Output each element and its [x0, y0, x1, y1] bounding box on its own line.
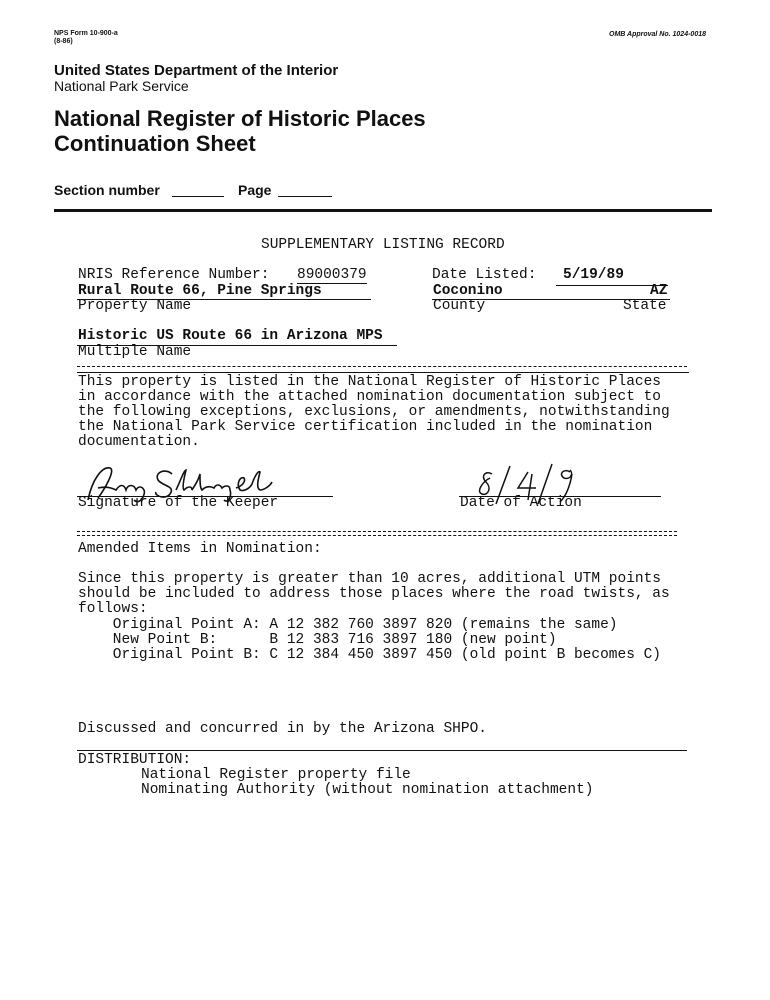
double-separator	[77, 531, 677, 536]
amended-line-4: Original Point A: A 12 382 760 3897 820 (remains the same)	[78, 617, 618, 633]
amended-heading: Amended Items in Nomination:	[78, 541, 322, 557]
section-number-blank	[172, 196, 224, 197]
distribution-item-1: National Register property file	[141, 767, 411, 783]
section-number-label: Section number	[54, 182, 160, 198]
amended-line-2: should be included to address those places where the road twists, as	[78, 586, 670, 602]
date-listed-value: 5/19/89	[563, 267, 624, 283]
amended-line-1: Since this property is greater than 10 acres, additional UTM points	[78, 571, 661, 587]
multiple-name-value: Historic US Route 66 in Arizona MPS	[78, 328, 383, 344]
form-number-line2: (8-86)	[54, 38, 73, 45]
page-subtitle: Continuation Sheet	[54, 131, 256, 156]
date-listed-label: Date Listed:	[432, 267, 537, 283]
body-line-5: documentation.	[78, 434, 200, 450]
date-of-action-handwritten	[470, 470, 474, 471]
state-label: State	[623, 298, 667, 314]
header-rule	[54, 209, 712, 212]
property-name-value: Rural Route 66, Pine Springs	[78, 283, 322, 299]
distribution-rule	[77, 750, 687, 751]
property-name-label: Property Name	[78, 298, 192, 314]
page-title: National Register of Historic Places	[54, 106, 426, 131]
distribution-label: DISTRIBUTION:	[78, 752, 192, 768]
body-line-1: This property is listed in the National Register of Historic Places	[78, 374, 661, 390]
solid-separator-1	[77, 372, 689, 373]
nris-value: 89000379	[297, 267, 367, 283]
multiple-name-label: Multiple Name	[78, 344, 192, 360]
body-line-2: in accordance with the attached nomination documentation subject to	[78, 389, 661, 405]
page-blank	[278, 196, 332, 197]
service-name: National Park Service	[54, 78, 189, 94]
signature-label: Signature of the Keeper	[78, 495, 279, 511]
amended-line-3: follows:	[78, 601, 148, 617]
form-number-line1: NPS Form 10-900-a	[54, 30, 118, 37]
amended-line-6: Original Point B: C 12 384 450 3897 450 (old point B becomes C)	[78, 647, 661, 663]
agency-name: United States Department of the Interior	[54, 62, 339, 79]
form-number	[54, 30, 118, 46]
county-label: County	[433, 298, 486, 314]
omb-approval: OMB Approval No. 1024-0018	[609, 31, 706, 38]
nris-label: NRIS Reference Number:	[78, 267, 270, 283]
county-value: Coconino	[433, 283, 503, 299]
dashed-separator-1	[77, 366, 687, 367]
distribution-item-2: Nominating Authority (without nomination attachment)	[141, 782, 594, 798]
state-value: AZ	[650, 283, 668, 299]
amended-line-5: New Point B: B 12 383 716 3897 180 (new point)	[78, 632, 557, 648]
date-of-action-label: Date of Action	[460, 495, 582, 511]
record-heading: SUPPLEMENTARY LISTING RECORD	[261, 237, 505, 253]
body-line-4: the National Park Service certification included in the nomination	[78, 419, 653, 435]
body-line-3: the following exceptions, exclusions, or amendments, notwithstanding	[78, 404, 670, 420]
page-label: Page	[238, 182, 272, 198]
concurred-statement: Discussed and concurred in by the Arizona SHPO.	[78, 721, 487, 737]
